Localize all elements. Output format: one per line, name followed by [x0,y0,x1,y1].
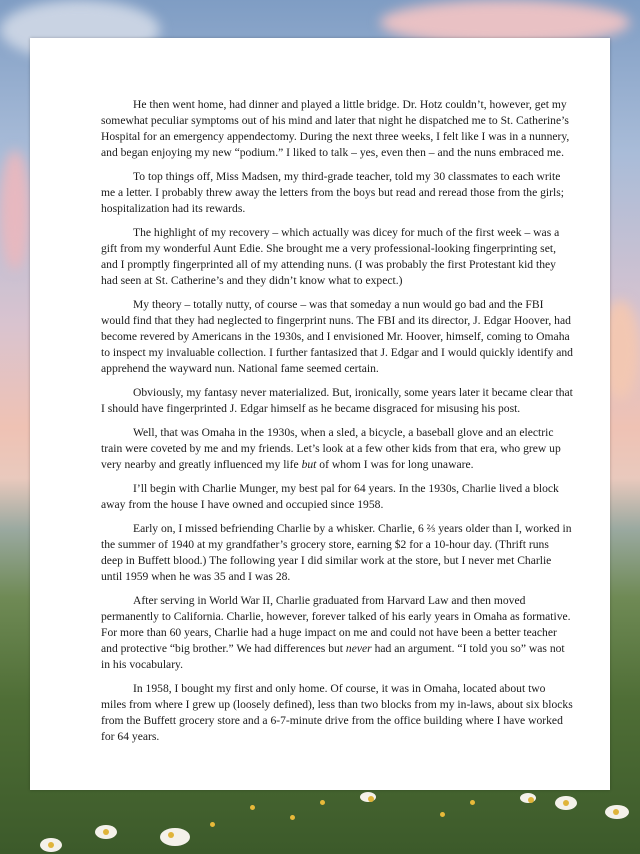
daisy [555,796,577,810]
paragraph-text: I’ll begin with Charlie Munger, my best pal for 64 years. In the 1930s, Charlie lived a block away from the house I have owned and occupied since 1958. [101,482,559,511]
cloud [0,150,30,270]
wildflower [470,800,475,805]
paragraph-text: After serving in World War II, Charlie graduated from Harvard Law and then moved permanently to California. Charlie, however, forever talked of his early years in Omaha as formative. For more than 60 years, Charlie had a huge impact on me and could not have been a better teacher and protective “big brother.” We had differences but [101,594,571,655]
paragraph-text: In 1958, I bought my first and only home. Of course, it was in Omaha, located about two miles from where I grew up (loosely defined), less than two blocks from my in-laws, about six blocks from the Buffett grocery store and a 6-7-minute drive from the office building where I have worked for 64 years. [101,682,573,743]
wildflower [290,815,295,820]
paragraph [101,425,573,473]
daisy [40,838,62,852]
paragraph [101,297,573,377]
daisy [605,805,629,819]
wildflower [320,800,325,805]
paragraph [101,521,573,585]
paragraph [101,481,573,513]
paragraph-text: He then went home, had dinner and played a little bridge. Dr. Hotz couldn’t, however, get my somewhat peculiar symptoms out of his mind and later that night he dispatched me to St. Catherine’s Hospital for an emergency appendectomy. During the next three weeks, I felt like I was in a nunnery, and began enjoying my new “podium.” I liked to talk – yes, even then – and the nuns embraced me. [101,98,570,159]
daisy [160,828,190,846]
paragraph [101,593,573,673]
daisy [520,793,536,803]
wildflower [440,812,445,817]
paragraph [101,681,573,745]
document-body [101,97,573,753]
paragraph-text: Obviously, my fantasy never materialized. But, ironically, some years later it became clear that I should have fingerprinted J. Edgar himself as he became disgraced for misusing his post. [101,386,573,415]
paragraph [101,225,573,289]
wildflower [250,805,255,810]
wildflower [210,822,215,827]
emphasis-text: never [345,642,372,655]
document-page [30,38,610,790]
daisy [95,825,117,839]
paragraph-text: My theory – totally nutty, of course – was that someday a nun would go bad and the FBI would find that they had neglected to fingerprint nuns. The FBI and its director, J. Edgar Hoover, had become revered by Americans in the 1930s, and I envisioned Mr. Hoover, himself, coming to Omaha to inspect my invaluable collection. I further fantasized that J. Edgar and I would quickly identify and apprehend the wayward nun. National fame seemed certain. [101,298,573,375]
paragraph [101,97,573,161]
paragraph-text: The highlight of my recovery – which actually was dicey for much of the first week – was a gift from my wonderful Aunt Edie. She brought me a very professional-looking fingerprinting set, and I promptly fingerprinted all of my attending nuns. (I was probably the first Protestant kid they had seen at St. Catherine’s and they didn’t know what to expect.) [101,226,560,287]
paragraph [101,169,573,217]
paragraph [101,385,573,417]
paragraph-text: of whom I was for long unaware. [316,458,474,471]
paragraph-text: Early on, I missed befriending Charlie by a whisker. Charlie, 6 ⅔ years older than I, worked in the summer of 1940 at my grandfather’s grocery store, earning $2 for a 10-hour day. (Thrift runs deep in Buffett blood.) The following year I did similar work at the store, but I never met Charlie until 1959 when he was 35 and I was 28. [101,522,572,583]
paragraph-text: To top things off, Miss Madsen, my third-grade teacher, told my 30 classmates to each write me a letter. I probably threw away the letters from the boys but read and reread those from the girls; hospitalization had its rewards. [101,170,564,215]
emphasis-text: but [301,458,317,471]
paragraph-text: Well, that was Omaha in the 1930s, when a sled, a bicycle, a baseball glove and an electric train were coveted by me and my friends. Let’s look at a few other kids from that era, who grew up very nearby and greatly influenced my life [101,426,561,471]
daisy [360,792,376,802]
paragraph-text: had an argument. “I told you so” was not in his vocabulary. [101,642,565,671]
